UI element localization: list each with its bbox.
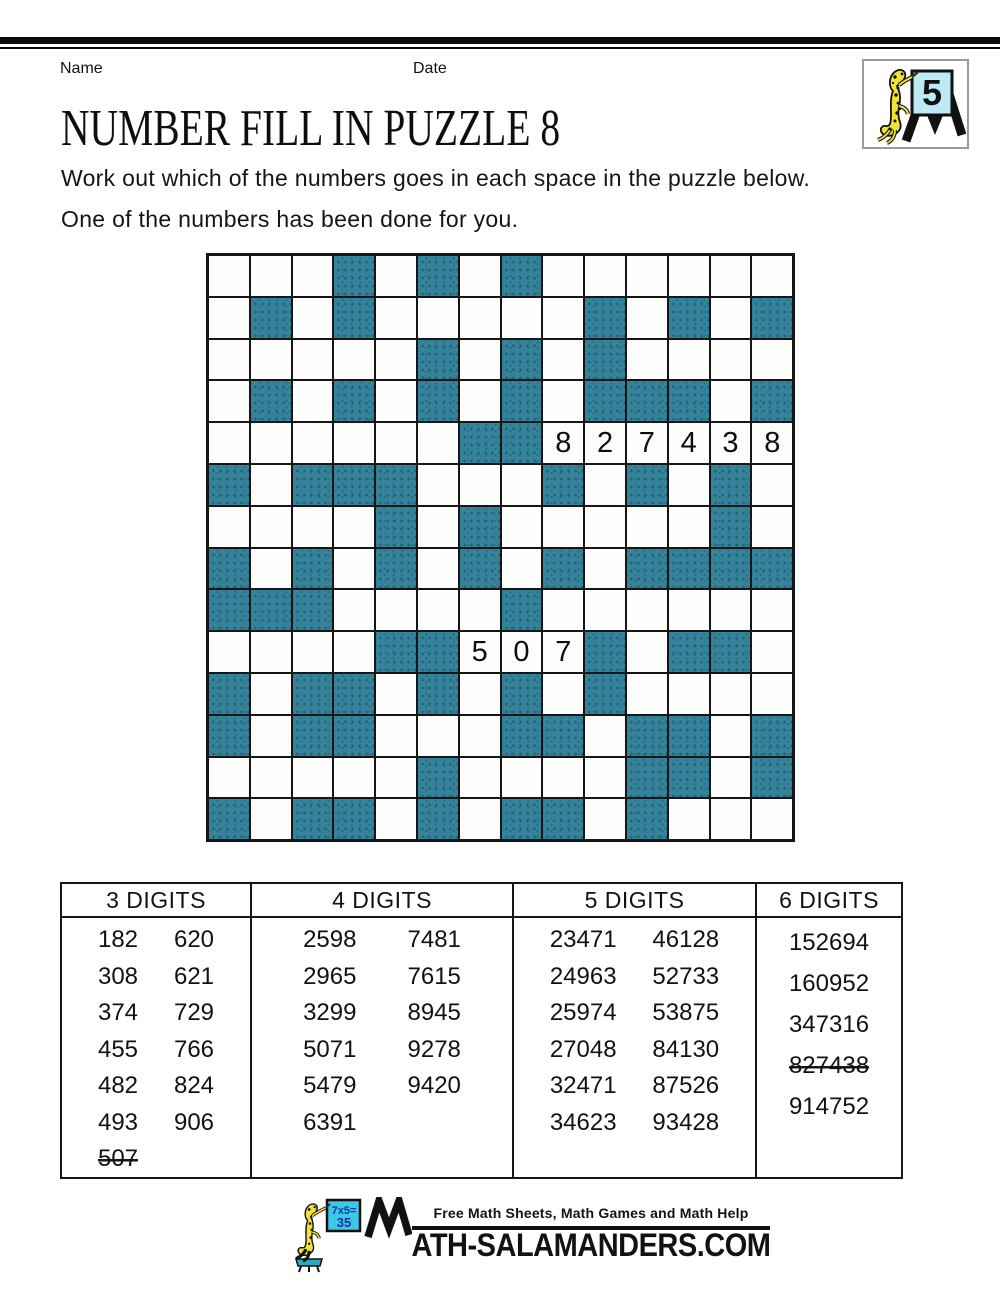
bank-group	[62, 918, 250, 1178]
grid-cell	[208, 631, 250, 673]
grid-cell	[459, 464, 501, 506]
grid-cell-blocked	[710, 631, 752, 673]
grid-cell	[333, 422, 375, 464]
bank-group	[250, 918, 512, 1178]
grid-cell-blocked	[459, 548, 501, 590]
grid-cell	[375, 422, 417, 464]
grid-cell	[626, 297, 668, 339]
grid-cell-prefilled: 5	[459, 631, 501, 673]
bank-number: 7615	[407, 962, 461, 990]
grid-cell	[584, 757, 626, 799]
grid-cell	[292, 339, 334, 381]
grid-cell-blocked	[626, 798, 668, 840]
grid-cell	[668, 589, 710, 631]
grid-cell-prefilled: 2	[584, 422, 626, 464]
grid-cell	[710, 339, 752, 381]
grid-cell-blocked	[292, 548, 334, 590]
grid-cell-blocked	[292, 715, 334, 757]
grid-cell-blocked	[584, 631, 626, 673]
grid-cell	[584, 798, 626, 840]
grid-cell	[250, 757, 292, 799]
grid-cell	[626, 589, 668, 631]
instruction-line-2: One of the numbers has been done for you.	[61, 206, 519, 232]
footer-text-block	[412, 1197, 771, 1265]
grid-cell	[584, 548, 626, 590]
bank-number: 9420	[407, 1072, 461, 1099]
grid-cell	[250, 631, 292, 673]
bank-header: 6 DIGITS	[755, 884, 901, 918]
grid-cell	[584, 589, 626, 631]
grid-cell	[459, 673, 501, 715]
grid-cell-blocked	[668, 631, 710, 673]
grid-cell	[710, 757, 752, 799]
grid-cell-blocked	[584, 297, 626, 339]
grid-cell	[501, 548, 543, 590]
grid-cell	[250, 798, 292, 840]
grid-cell	[584, 715, 626, 757]
grid-cell	[333, 757, 375, 799]
grid-cell-blocked	[751, 548, 793, 590]
bank-number: 347316	[788, 1011, 870, 1038]
grid-cell-blocked	[584, 673, 626, 715]
grid-cell-blocked	[501, 380, 543, 422]
grid-cell-blocked	[626, 548, 668, 590]
grid-cell	[292, 422, 334, 464]
grid-cell-blocked	[333, 380, 375, 422]
grid-cell	[710, 380, 752, 422]
grid-cell-blocked	[542, 715, 584, 757]
grid-cell	[208, 297, 250, 339]
grid-cell-blocked	[333, 255, 375, 297]
grid-cell-blocked	[208, 715, 250, 757]
grid-cell	[459, 589, 501, 631]
bank-number: 455	[97, 1035, 139, 1063]
bank-number: 25974	[549, 999, 617, 1026]
bank-number: 906	[173, 1108, 215, 1136]
grid-cell	[751, 673, 793, 715]
grid-cell-blocked	[626, 380, 668, 422]
grid-cell-blocked	[333, 297, 375, 339]
bank-number: 84130	[652, 1035, 720, 1063]
grid-cell	[333, 589, 375, 631]
bank-number: 27048	[549, 1035, 617, 1063]
grid-cell	[668, 798, 710, 840]
grid-cell-blocked	[250, 589, 292, 631]
grid-cell-blocked	[459, 506, 501, 548]
footer-card-line2: 35	[336, 1215, 351, 1230]
grid-cell-blocked	[417, 255, 459, 297]
grid-cell	[710, 255, 752, 297]
grid-cell-blocked	[208, 673, 250, 715]
bank-number: 32471	[549, 1072, 617, 1099]
bank-number: 5071	[303, 1035, 357, 1063]
grid-cell	[710, 798, 752, 840]
grid-cell	[417, 548, 459, 590]
instruction-line-1: Work out which of the numbers goes in each space in the puzzle below.	[61, 165, 811, 191]
bank-number: 160952	[788, 970, 870, 997]
grid-cell-blocked	[668, 548, 710, 590]
grid-cell	[626, 339, 668, 381]
name-label: Name	[60, 60, 103, 77]
grid-cell	[375, 798, 417, 840]
grid-cell-prefilled: 3	[710, 422, 752, 464]
bank-number: 93428	[652, 1108, 720, 1136]
grid-cell	[751, 339, 793, 381]
grid-cell-blocked	[417, 757, 459, 799]
grid-cell-prefilled: 4	[668, 422, 710, 464]
bank-number: 482	[97, 1072, 139, 1099]
bank-header: 4 DIGITS	[250, 884, 512, 918]
grid-cell	[542, 673, 584, 715]
grid-cell	[584, 506, 626, 548]
grid-cell-blocked	[501, 255, 543, 297]
grid-cell	[542, 297, 584, 339]
grid-cell	[375, 380, 417, 422]
grid-cell	[584, 464, 626, 506]
bank-number: 53875	[652, 999, 720, 1026]
grid-cell-blocked	[710, 548, 752, 590]
bank-number: 824	[173, 1072, 215, 1099]
grid-cell-blocked	[668, 380, 710, 422]
grid-cell	[668, 255, 710, 297]
grid-cell-blocked	[208, 464, 250, 506]
worksheet-badge	[862, 59, 969, 149]
grid-cell	[542, 339, 584, 381]
grid-cell-blocked	[501, 798, 543, 840]
grid-cell	[292, 506, 334, 548]
grid-cell-blocked	[459, 422, 501, 464]
footer-site-text: ATH-SALAMANDERS.COM	[411, 1228, 771, 1264]
bank-number: 2965	[303, 962, 357, 990]
bank-number: 9278	[407, 1035, 461, 1063]
grid-cell	[375, 757, 417, 799]
stool-icon	[296, 1259, 322, 1266]
grid-cell-blocked	[751, 757, 793, 799]
grid-cell	[459, 715, 501, 757]
grid-cell	[250, 422, 292, 464]
bank-number: 34623	[549, 1108, 617, 1136]
grid-cell-prefilled: 0	[501, 631, 543, 673]
bank-number: 766	[173, 1035, 215, 1063]
grid-cell	[417, 422, 459, 464]
grid-cell	[626, 255, 668, 297]
grid-cell	[751, 631, 793, 673]
grid-cell	[501, 506, 543, 548]
grid-cell-blocked	[626, 757, 668, 799]
grid-cell	[751, 506, 793, 548]
grid-cell	[710, 673, 752, 715]
footer-salamander-badge	[286, 1197, 362, 1278]
bank-group	[755, 918, 901, 1178]
grid-cell	[542, 589, 584, 631]
grid-cell-prefilled: 7	[542, 631, 584, 673]
bank-header: 5 DIGITS	[512, 884, 755, 918]
grid-cell	[333, 339, 375, 381]
bank-number: 23471	[549, 926, 617, 953]
grid-cell-blocked	[375, 631, 417, 673]
bank-number: 87526	[652, 1072, 720, 1099]
bank-number: 507	[98, 1141, 138, 1178]
grid-cell-blocked	[501, 589, 543, 631]
grid-cell-blocked	[208, 548, 250, 590]
bank-number: 7481	[407, 926, 461, 953]
bank-number: 621	[173, 962, 215, 990]
grid-cell-blocked	[668, 715, 710, 757]
grid-cell	[459, 380, 501, 422]
grid-cell	[751, 255, 793, 297]
grid-cell-blocked	[417, 339, 459, 381]
grid-cell-blocked	[292, 798, 334, 840]
grid-cell-blocked	[417, 673, 459, 715]
grid-cell	[292, 757, 334, 799]
grid-cell	[417, 589, 459, 631]
grid-cell	[459, 798, 501, 840]
grid-cell	[501, 757, 543, 799]
grid-cell	[668, 673, 710, 715]
grid-cell-blocked	[292, 673, 334, 715]
grid-cell-blocked	[375, 464, 417, 506]
grid-cell	[250, 548, 292, 590]
bank-number: 5479	[303, 1072, 357, 1099]
grid-cell	[250, 255, 292, 297]
grid-cell	[501, 297, 543, 339]
grid-cell	[542, 506, 584, 548]
grid-cell	[626, 673, 668, 715]
grid-cell-blocked	[333, 715, 375, 757]
grid-cell	[292, 380, 334, 422]
grid-cell	[250, 715, 292, 757]
grid-cell	[710, 589, 752, 631]
bank-number: 827438	[789, 1045, 869, 1086]
grid-cell	[542, 255, 584, 297]
grid-cell-blocked	[250, 297, 292, 339]
grid-cell-blocked	[710, 506, 752, 548]
grid-cell-blocked	[208, 589, 250, 631]
date-label: Date	[413, 60, 447, 77]
grid-cell-blocked	[751, 380, 793, 422]
grid-cell	[417, 715, 459, 757]
bank-header: 3 DIGITS	[62, 884, 250, 918]
bank-number: 24963	[549, 962, 617, 990]
bank-number: 8945	[407, 999, 461, 1026]
grid-cell-blocked	[417, 631, 459, 673]
grid-cell	[584, 255, 626, 297]
grid-cell	[542, 757, 584, 799]
grid-cell	[208, 422, 250, 464]
grid-cell-blocked	[417, 798, 459, 840]
grid-cell	[208, 757, 250, 799]
grid-cell	[751, 798, 793, 840]
bank-number: 182	[97, 926, 139, 953]
number-bank	[60, 882, 903, 1179]
bank-number: 493	[97, 1108, 139, 1136]
grid-cell-blocked	[584, 380, 626, 422]
bank-number: 52733	[652, 962, 720, 990]
grid-cell-blocked	[542, 798, 584, 840]
bank-number: 6391	[303, 1108, 357, 1136]
grid-cell	[375, 715, 417, 757]
bank-number: 46128	[652, 926, 720, 953]
grid-cell	[208, 380, 250, 422]
bank-number: 374	[97, 999, 139, 1026]
bank-number: 152694	[788, 929, 870, 956]
grid-cell	[208, 339, 250, 381]
grid-cell	[751, 464, 793, 506]
bank-number: 3299	[303, 999, 357, 1026]
grid-cell-blocked	[292, 589, 334, 631]
grid-cell	[459, 255, 501, 297]
grid-cell-blocked	[710, 464, 752, 506]
grid-cell-blocked	[333, 464, 375, 506]
grid-cell-blocked	[501, 715, 543, 757]
grid-cell	[751, 589, 793, 631]
grid-cell	[375, 339, 417, 381]
grid-cell	[208, 255, 250, 297]
grid-cell	[417, 464, 459, 506]
footer-tagline: Free Math Sheets, Math Games and Math Help	[433, 1205, 749, 1221]
footer-card-line1: 7x5=	[331, 1205, 356, 1217]
grid-cell	[668, 506, 710, 548]
grid-cell	[375, 673, 417, 715]
bank-number: 914752	[788, 1093, 870, 1120]
grid-cell	[375, 589, 417, 631]
grid-cell	[710, 297, 752, 339]
grid-cell-blocked	[751, 715, 793, 757]
grid-cell-blocked	[501, 339, 543, 381]
grid-cell	[417, 506, 459, 548]
grid-cell	[459, 339, 501, 381]
grid-cell	[626, 506, 668, 548]
grid-cell	[292, 297, 334, 339]
bank-group	[512, 918, 755, 1178]
grid-cell-blocked	[501, 673, 543, 715]
grid-cell-blocked	[751, 297, 793, 339]
footer-site-m-icon	[364, 1197, 412, 1242]
grid-cell-blocked	[208, 798, 250, 840]
grid-cell-blocked	[542, 548, 584, 590]
grid-cell	[459, 297, 501, 339]
grid-cell-blocked	[292, 464, 334, 506]
grid-cell	[375, 255, 417, 297]
badge-graphic	[864, 61, 967, 147]
grid-cell-blocked	[626, 464, 668, 506]
grid-cell	[542, 380, 584, 422]
grid-cell-blocked	[668, 297, 710, 339]
bank-number: 729	[173, 999, 215, 1026]
grid-cell-blocked	[375, 506, 417, 548]
footer-salamander-icon	[295, 1204, 329, 1261]
grid-cell-blocked	[333, 673, 375, 715]
grid-cell-blocked	[542, 464, 584, 506]
grid-cell	[626, 631, 668, 673]
grid-cell	[333, 631, 375, 673]
grid-cell	[417, 297, 459, 339]
bank-number: 308	[97, 962, 139, 990]
grid-cell	[250, 339, 292, 381]
bank-number: 620	[173, 926, 215, 953]
footer-logo	[28, 1197, 1000, 1278]
grid-cell-prefilled: 8	[542, 422, 584, 464]
grid-cell-blocked	[417, 380, 459, 422]
grid-cell	[668, 339, 710, 381]
grid-cell	[250, 464, 292, 506]
grid-cell	[333, 506, 375, 548]
grid-cell-blocked	[584, 339, 626, 381]
bank-number: 2598	[303, 926, 357, 953]
grid-cell	[250, 506, 292, 548]
page-title: NUMBER FILL IN PUZZLE 8	[61, 100, 561, 157]
grid-cell	[501, 464, 543, 506]
grid-cell	[292, 255, 334, 297]
grid-cell-prefilled: 7	[626, 422, 668, 464]
grid-cell-blocked	[375, 548, 417, 590]
grid-cell	[250, 673, 292, 715]
grid-cell	[459, 757, 501, 799]
top-rule-thin	[0, 47, 1000, 49]
puzzle-grid	[206, 253, 795, 842]
grid-cell-blocked	[626, 715, 668, 757]
instructions	[61, 158, 810, 240]
grid-cell	[375, 297, 417, 339]
grid-cell	[710, 715, 752, 757]
grid-cell-blocked	[668, 757, 710, 799]
grid-cell-blocked	[250, 380, 292, 422]
grid-cell-prefilled: 8	[751, 422, 793, 464]
top-rule-thick	[0, 37, 1000, 44]
grid-cell	[208, 506, 250, 548]
badge-number: 5	[921, 72, 943, 113]
grid-cell	[292, 631, 334, 673]
grid-cell-blocked	[333, 798, 375, 840]
grid-cell	[333, 548, 375, 590]
grid-cell	[668, 464, 710, 506]
grid-cell-blocked	[501, 422, 543, 464]
